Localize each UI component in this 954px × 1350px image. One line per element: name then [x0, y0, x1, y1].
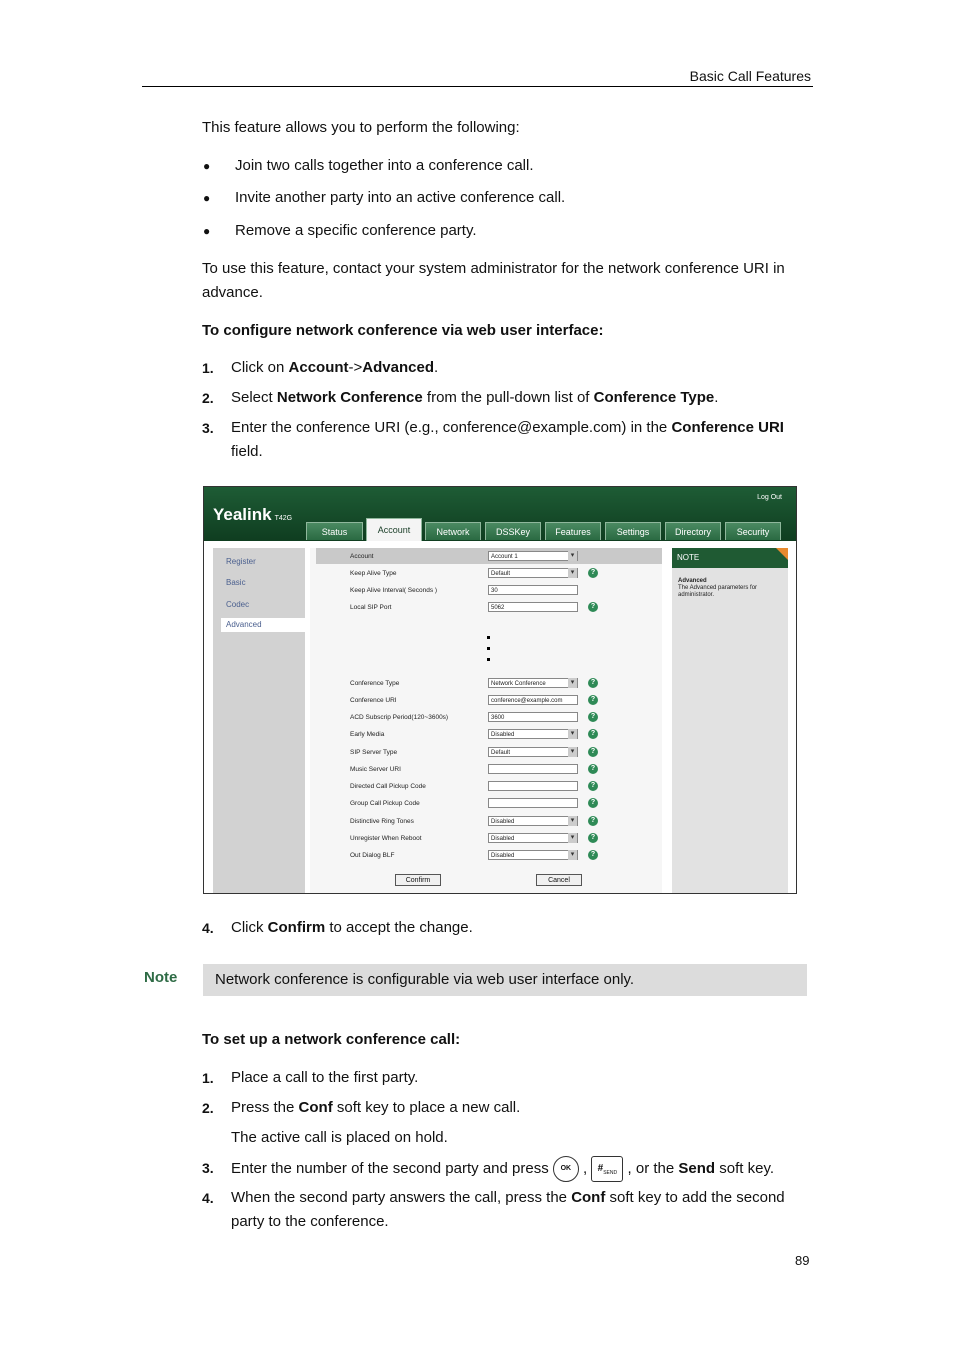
acd-subscribe-period-input[interactable]: 3600 [488, 712, 578, 722]
advance-paragraph: To use this feature, contact your system administrator for the network conference URI in advance. [202, 260, 785, 301]
field-label: Conference Type [350, 680, 400, 687]
step-number: 3. [202, 420, 214, 436]
keep-alive-type-select[interactable]: Default ▾ [488, 568, 578, 578]
tab-security[interactable]: Security [725, 522, 781, 540]
help-icon[interactable]: ? [588, 695, 598, 705]
field-label: Distinctive Ring Tones [350, 818, 414, 825]
help-icon[interactable]: ? [588, 850, 598, 860]
field-label: Music Server URI [350, 766, 401, 773]
keep-alive-interval-input[interactable]: 30 [488, 585, 578, 595]
field-label: Conference URI [350, 697, 397, 704]
intro-text: This feature allows you to perform the following: [202, 119, 520, 136]
note-panel-text: Advanced The Advanced parameters for administrator. [678, 578, 758, 598]
group-pickup-input[interactable] [488, 798, 578, 808]
note-corner-icon [776, 548, 788, 560]
bullet-item: Join two calls together into a conference call. [235, 157, 534, 174]
yealink-logo: Yealink T42G [213, 505, 293, 524]
configure-step-1: Click on Account->Advanced. [231, 359, 439, 376]
step-number: 2. [202, 390, 214, 406]
early-media-select[interactable]: Disabled ▾ [488, 729, 578, 739]
field-label: ACD Subscrip Period(120~3600s) [350, 714, 449, 721]
nav-codec[interactable]: Codec [226, 600, 250, 609]
setup-step-2-note: The active call is placed on hold. [231, 1129, 448, 1146]
directed-pickup-input[interactable] [488, 781, 578, 791]
web-ui-screenshot [203, 486, 797, 894]
bullet-icon: ● [203, 159, 211, 173]
step-number: 3. [202, 1160, 214, 1176]
field-label: Account [350, 553, 374, 560]
help-icon[interactable]: ? [588, 712, 598, 722]
page-number: 89 [795, 1253, 810, 1268]
help-icon[interactable]: ? [588, 764, 598, 774]
tab-network[interactable]: Network [425, 522, 481, 540]
account-select[interactable]: Account 1 ▾ [488, 551, 578, 561]
local-sip-port-input[interactable]: 5062 [488, 602, 578, 612]
help-icon[interactable]: ? [588, 747, 598, 757]
tab-settings[interactable]: Settings [605, 522, 661, 540]
field-label: Out Dialog BLF [350, 852, 395, 859]
setup-step-4: When the second party answers the call, press the Conf soft key to add the second party to the conference. [231, 1189, 785, 1230]
note-panel-title: NOTE [672, 548, 788, 568]
note-label: Note [144, 969, 178, 986]
step-number: 1. [202, 1070, 214, 1086]
help-icon[interactable]: ? [588, 781, 598, 791]
sip-server-type-select[interactable]: Default ▾ [488, 747, 578, 757]
send-key-icon: $\#_{SEND}$ [591, 1156, 623, 1182]
note-box: Network conference is configurable via web user interface only. [203, 964, 807, 996]
field-label: Early Media [350, 731, 385, 738]
configure-heading: To configure network conference via web user interface: [202, 322, 604, 339]
step-number: 4. [202, 920, 214, 936]
ellipsis-dot [487, 658, 490, 661]
configure-step-4: Click Confirm to accept the change. [231, 919, 473, 936]
cancel-button[interactable]: Cancel [536, 874, 582, 886]
field-label: Directed Call Pickup Code [350, 783, 426, 790]
distinctive-ring-select[interactable]: Disabled ▾ [488, 816, 578, 826]
setup-step-1: Place a call to the first party. [231, 1069, 419, 1086]
out-dialog-blf-select[interactable]: Disabled ▾ [488, 850, 578, 860]
note-panel [672, 548, 788, 893]
setup-heading: To set up a network conference call: [202, 1031, 461, 1048]
bullet-icon: ● [203, 191, 211, 205]
tab-dsskey[interactable]: DSSKey [485, 522, 541, 540]
field-label: Keep Alive Interval( Seconds ) [350, 587, 438, 594]
field-label: Unregister When Reboot [350, 835, 422, 842]
nav-basic[interactable]: Basic [226, 578, 246, 587]
help-icon[interactable]: ? [588, 798, 598, 808]
help-icon[interactable]: ? [588, 568, 598, 578]
tab-account[interactable]: Account [366, 518, 422, 541]
music-server-uri-input[interactable] [488, 764, 578, 774]
configure-step-2: Select Network Conference from the pull-down list of Conference Type. [231, 389, 719, 406]
bullet-item: Invite another party into an active conference call. [235, 189, 566, 206]
help-icon[interactable]: ? [588, 729, 598, 739]
configure-step-3: Enter the conference URI (e.g., conference@example.com) in the Conference URI field. [231, 419, 784, 460]
setup-step-3: Enter the number of the second party and press OK , $\#_{SEND}$ , or the Send soft key. [231, 1156, 811, 1182]
confirm-button[interactable]: Confirm [395, 874, 441, 886]
ok-key-icon: OK [553, 1156, 579, 1182]
field-label: Keep Alive Type [350, 570, 397, 577]
bullet-item: Remove a specific conference party. [235, 222, 477, 239]
help-icon[interactable]: ? [588, 816, 598, 826]
logout-link[interactable]: Log Out [757, 494, 782, 501]
unregister-reboot-select[interactable]: Disabled ▾ [488, 833, 578, 843]
field-label: Group Call Pickup Code [350, 800, 420, 807]
help-icon[interactable]: ? [588, 602, 598, 612]
step-number: 2. [202, 1100, 214, 1116]
tab-directory[interactable]: Directory [665, 522, 721, 540]
tab-features[interactable]: Features [545, 522, 601, 540]
nav-advanced[interactable]: Advanced [221, 618, 305, 632]
ellipsis-dot [487, 647, 490, 650]
help-icon[interactable]: ? [588, 678, 598, 688]
nav-register[interactable]: Register [226, 557, 256, 566]
bullet-icon: ● [203, 224, 211, 238]
field-label: Local SIP Port [350, 604, 392, 611]
setup-step-2: Press the Conf soft key to place a new call. [231, 1099, 521, 1116]
step-number: 1. [202, 360, 214, 376]
section-title: Basic Call Features [689, 68, 811, 84]
ellipsis-dot [487, 636, 490, 639]
conference-type-select[interactable]: Network Conference ▾ [488, 678, 578, 688]
help-icon[interactable]: ? [588, 833, 598, 843]
conference-uri-input[interactable]: conference@example.com [488, 695, 578, 705]
field-label: SIP Server Type [350, 749, 398, 756]
page-header [142, 68, 813, 87]
tab-status[interactable]: Status [306, 522, 363, 540]
step-number: 4. [202, 1190, 214, 1206]
